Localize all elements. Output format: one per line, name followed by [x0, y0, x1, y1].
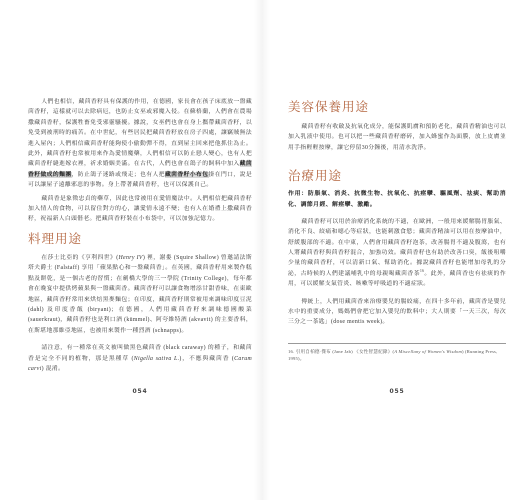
text-run: 藏茴香是象徵忠貞的藥草，因此也常被用在愛情魔法中。人們相信把藏茴香籽加入情人的食物，可以留住對方的心，讓愛情永遠不變；也有人在婚禮上撒藏茴香籽，祝福新人白頭偕老。把藏茴香籽裝在小布袋中，可以加強記憶力。 [28, 195, 252, 223]
page-number-right: 055 [389, 388, 405, 395]
italic-text: Nigella sativa L. [133, 355, 180, 362]
paragraph-protection-lore [28, 97, 252, 191]
text-run: 藏茴香籽可以用於治療消化系統的不適，在歐洲，一般用來緩解腸胃脹氣、消化不良、絞痛和噁心等症狀，也能刺激食慾；藏茴香精油可以用在按摩油中，舒緩腹部的不適。在中東，人們會用藏茴香籽泡茶，改善腸胃不適及腹瀉，也有人將藏茴香籽與茴香籽混合，加強功效。藏茴香籽也有助於改善口臭，飯後咀嚼少量的藏茴香籽，可以清新口氣、幫助消化。據說藏茴香籽也能增加母乳的分泌，古時候的人們建議哺乳中的母親喝藏茴香茶 [288, 218, 506, 277]
italic-text: Carum carvi [28, 355, 252, 372]
right-page-text-block [288, 99, 506, 328]
paragraph-love-and-memory [28, 194, 252, 225]
text-run: ) 混淆。 [41, 365, 65, 372]
paragraph-digestive-uses [288, 217, 506, 290]
text-run: ) (Running Press, 1995)。 [288, 349, 498, 361]
section-heading-culinary: 料理用途 [28, 230, 83, 246]
text-run: ，防止鴿子迷路或飛走；也有人把 [71, 171, 165, 178]
text-run: )，不應與藏茴香 ( [179, 355, 235, 362]
text-run: 請注意，有一種常在英文被叫做黑色藏茴香 (black caraway) 的種子，和藏茴香是完全不同的植物，那是黑種草 ( [28, 345, 252, 362]
highlighted-text: 藏茴香籽做成的麵團 [28, 161, 252, 178]
italic-text: Henry IV [118, 254, 143, 261]
highlighted-text: 藏茴香籽小布包 [164, 171, 209, 178]
effects-list: 作用：防脹氣、消炎、抗微生物、抗氧化、抗痙攣、驅風劑、祛痰、幫助消化、調節月經、解痙攣、激勵。 [288, 191, 506, 209]
page-number-left: 054 [132, 388, 148, 395]
paragraph-infant-colic [288, 297, 506, 328]
text-run: 人們也相信，藏茴香籽具有保護的作用，在德國，家長會在孩子床底放一盤藏茴香籽，這樣就可以去除病厄，也防止女巫或邪魔入侵。在蘇格蘭，人們會在農場撒藏茴香籽，保護牲畜免受邪靈騷擾。據說，女巫們也會在身上攜帶藏茴香籽，以免受到被刑時的痛苦。在中世紀，有些居民把藏茴香籽放在房子四處，讓竊賊無法進入屋內；人們相信藏茴香籽能夠使小偷動彈不得，直到屋主回來把他抓住為止。此外，藏茴香籽也常被用來作為愛情魔藥，人們相信可以防止戀人變心，也有人把藏茴香籽縫進嫁衣裡，祈求婚姻美滿。在古代，人們也會在鴿子的飼料中加入 [28, 99, 252, 168]
footnote [288, 348, 506, 362]
text-run: 16. 引用自柏德·傑布 (Jane Jab) 《女性智慧紀錄》( [288, 349, 395, 354]
left-page-text-block [28, 97, 252, 374]
section-heading-beauty: 美容保養用途 [288, 99, 370, 114]
paragraph-culinary-uses [28, 253, 252, 336]
text-run: 掛在門口，說是可以讓屋子遠離邪惡的事物。身上帶著藏茴香籽，也可以保護自己。 [28, 171, 253, 189]
text-run: 藏茴香籽有收斂及抗氧化成分，能保護肌膚和預防老化，藏茴香精油也可以加入乳液中使用。也可以把一些藏茴香籽磨碎，加入蜂蜜作為面膜，放上皮膚並用手指輕輕按摩，讓它停留30分鐘後，用清水洗淨。 [288, 124, 506, 151]
footnote-divider [288, 343, 506, 344]
text-run: 。此外，藏茴香也有祛痰的作用，可以緩解支氣管炎、咳嗽等呼吸道的不適症狀。 [288, 270, 506, 288]
text-run: ) 裡，謝婁 (Squire Shallow) 曾邀請法斯塔夫爵士 (Falstaff) 享用「蘋果點心和一盤藏茴香」。在英國，藏茴香籽用來製作糕點及餅乾，是一個古老的習慣；在劍橋大學的三一學院 (Trinity College)，每年都會在晚宴中提供烤蘋果與一盤藏茴香。藏茴香籽可以讓食物增添甘甜香味，在東歐地區，藏茴香籽常用來烘焙黑麥麵包；在印度，藏茴香籽則常被用來調味印度豆泥 (dahl) 及印度香飯 (biryani)；在德國，人們用藏茴香籽來調味德國酸菜 (sauerkraut)，藏茴香籽也是利口酒 (kümmel)、阿夸維特酒 (akvavit) 的主要香料，在斯堪地那維亞地區，也被用來製作一種烈酒 (schnapps)。 [28, 254, 253, 334]
section-heading-therapy: 治療用途 [288, 168, 343, 184]
italic-text: A Miscellany of Women's Wisdom [394, 349, 462, 354]
text-run: 傳統上，人們用藏茴香來治療嬰兒的腸絞痛，在四十多年前，藏茴香是嬰兒水中的重要成分，媽媽們會把它加入嬰兒的飲料中；大人則要「一天三次，每次三分之一茶匙」(dose mentis week)。 [288, 298, 506, 326]
footnote-reference: 16 [419, 268, 425, 273]
right-page [262, 0, 520, 500]
text-run: 在莎士比亞的《亨利四世》( [41, 254, 119, 261]
paragraph-black-caraway-note [28, 343, 252, 374]
paragraph-beauty-uses [288, 122, 506, 153]
